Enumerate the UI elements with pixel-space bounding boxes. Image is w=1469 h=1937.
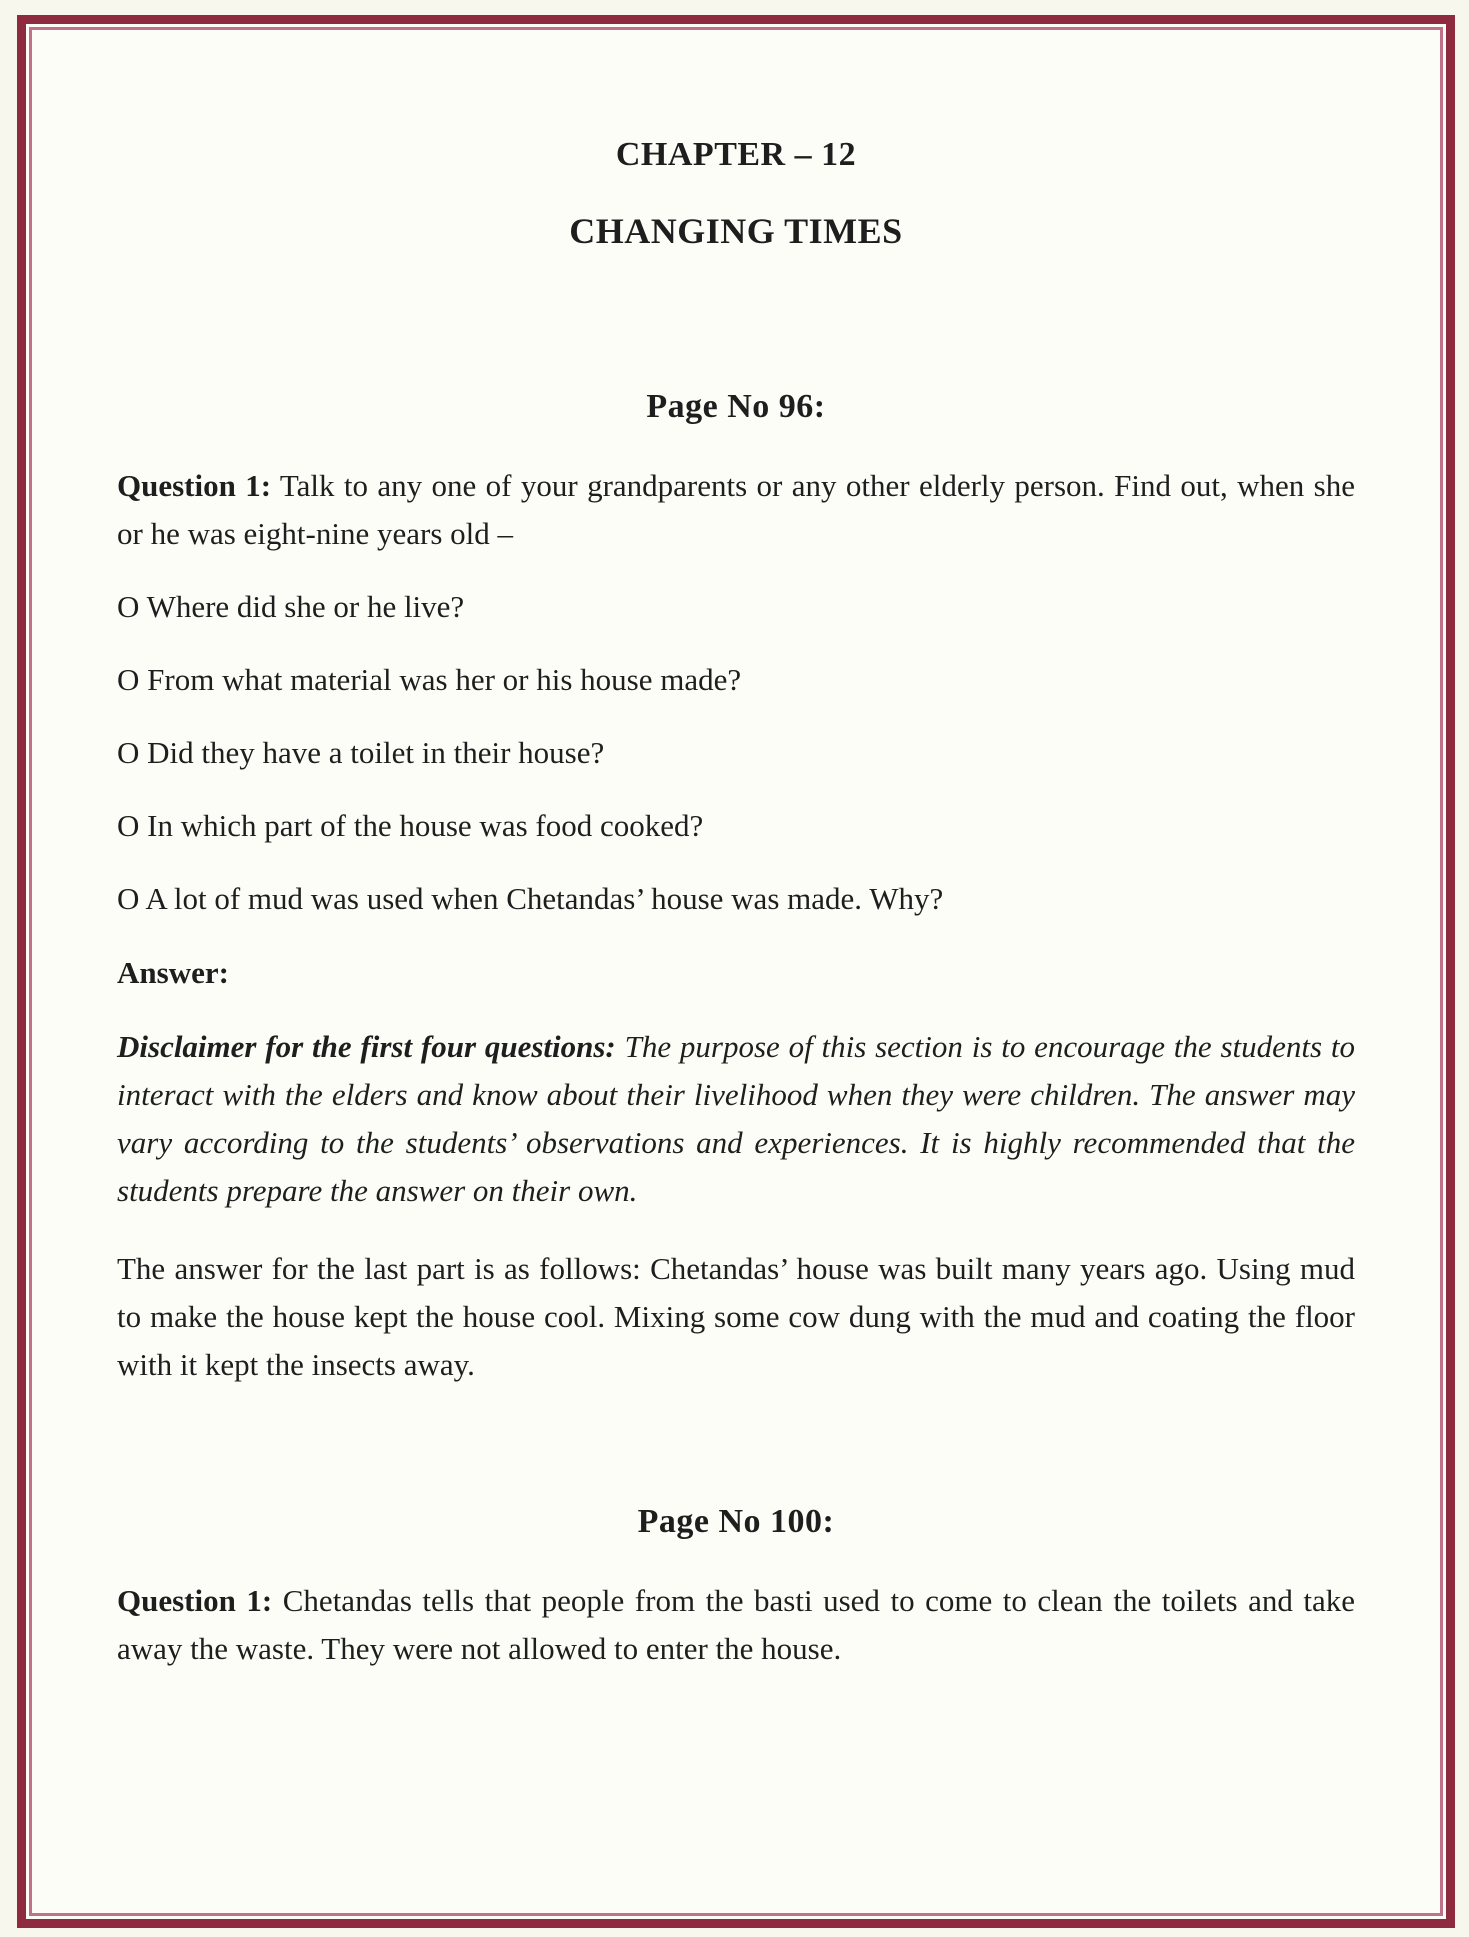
bullet-item-where-lived: O Where did she or he live? — [117, 589, 465, 624]
bullet-item-food-cooked: O In which part of the house was food cooked? — [117, 808, 704, 843]
disclaimer-text: The purpose of this section is to encourage the students to interact with the elders and know about their livelihood when they were children. The answer may vary according to the students’ observations and experiences. It is highly recommended that the students prepare the answer on their own. — [117, 1029, 1355, 1208]
question-1-page-100-text: Chetandas tells that people from the basti used to come to clean the toilets and take away the waste. They were not allowed to enter the house. — [117, 1583, 1355, 1666]
page-content — [32, 30, 1440, 1913]
question-1-paragraph — [117, 462, 1355, 558]
bullet-item-mud-used: O A lot of mud was used when Chetandas’ house was made. Why? — [117, 881, 944, 916]
section-heading-page-100: Page No 100: — [637, 1503, 835, 1540]
section-heading-page-96: Page No 96: — [646, 388, 826, 425]
chapter-heading: CHAPTER – 12 — [615, 136, 857, 173]
answer-paragraph: The answer for the last part is as follows: Chetandas’ house was built many years ago. Using mud to make the house kept the house cool. Mixing some cow dung with the mud and coating the floor with it kept the insects away. — [117, 1251, 1355, 1382]
bullet-item-toilet: O Did they have a toilet in their house? — [117, 735, 605, 770]
question-1-label: Question 1: — [117, 468, 272, 503]
chapter-title: CHANGING TIMES — [569, 211, 903, 251]
bullet-item-house-material: O From what material was her or his house made? — [117, 662, 742, 697]
question-1-page-100-paragraph — [117, 1577, 1355, 1673]
disclaimer-label: Disclaimer for the first four questions: — [117, 1029, 616, 1064]
question-1-page-100-label: Question 1: — [117, 1583, 273, 1618]
outer-border-frame — [17, 15, 1455, 1928]
disclaimer-paragraph — [117, 1023, 1355, 1215]
question-1-text: Talk to any one of your grandparents or any other elderly person. Find out, when she or he was eight-nine years old – — [117, 468, 1355, 551]
answer-label: Answer: — [117, 955, 229, 990]
inner-border-frame — [29, 27, 1443, 1916]
